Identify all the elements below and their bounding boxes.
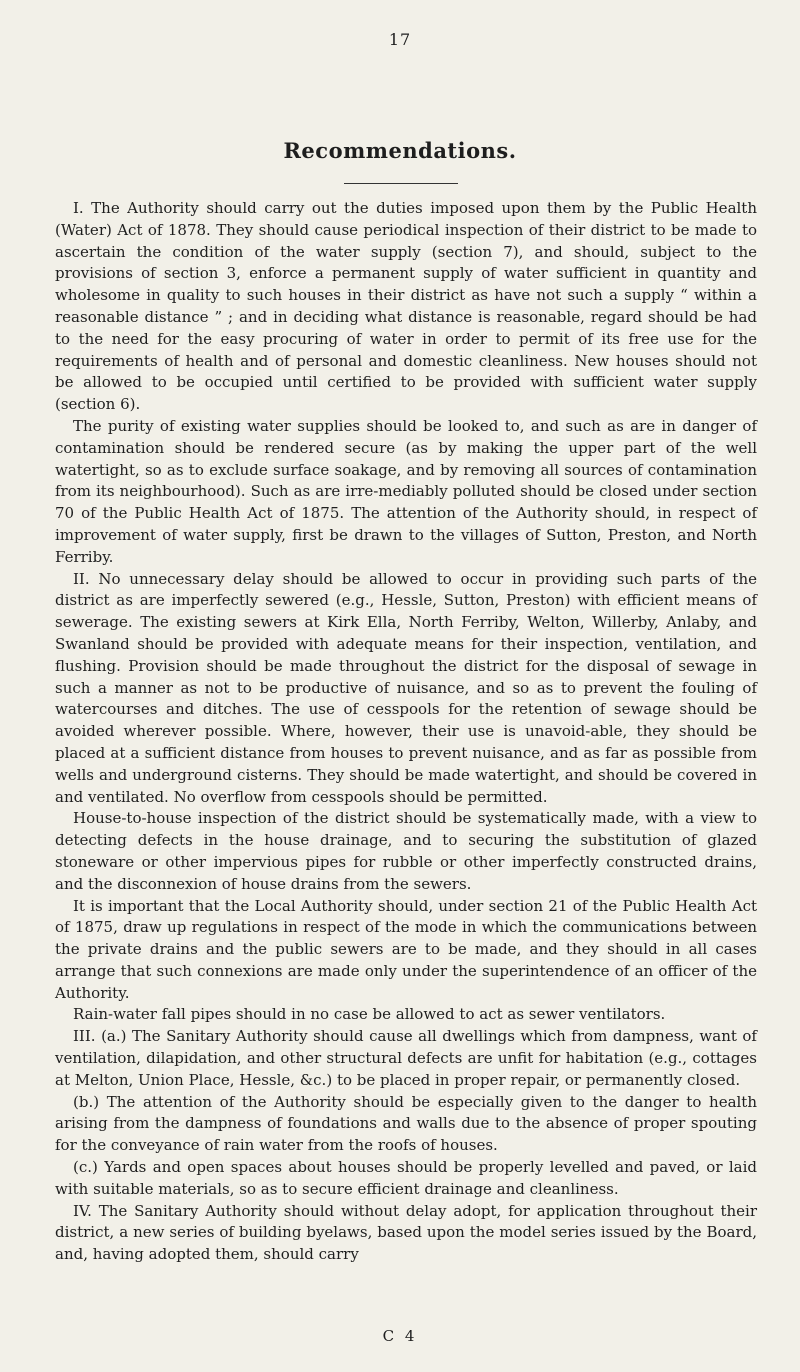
page-title: Recommendations. xyxy=(283,138,517,163)
title-divider xyxy=(344,183,458,184)
paragraph-sewerage: II. No unnecessary delay should be allowed to occur in providing such parts of the district as are imperfectly sewered (e.g., Hessle, Sutton, Preston) with efficient means of sewerage. The existing sewers at Kirk Ella, North Ferriby, Welton, Willerby, Anlaby, and Swanland should be provided with adequate means for their inspection, ventilation, and flushing. Provision should be made throughout the district for the disposal of sewage in such a manner as not to be productive of nuisance, and so as to prevent the fouling of watercourses and ditches. The use of cesspools for the retention of sewage should be avoided wherever possible. Where, however, their use is unavoid-able, they should be placed at a sufficient distance from houses to prevent nuisance, and as far as possible from wells and underground cisterns. They should be made watertight, and should be covered in and ventilated. No overflow from cesspools should be permitted. xyxy=(55,569,757,806)
paragraph-dwellings-c: (c.) Yards and open spaces about houses should be properly levelled and paved, or laid with suitable materials, so as to secure efficient drainage and cleanliness. xyxy=(55,1158,757,1198)
paragraph-dwellings-a: III. (a.) The Sanitary Authority should cause all dwellings which from dampness, want of ventilation, dilapidation, and other structural defects are unfit for habitation (e.g., cottages at Melton, Union Place, Hessle, &c.) to be placed in proper repair, or permanently closed. xyxy=(55,1027,757,1089)
paragraph-dwellings-b: (b.) The attention of the Authority should be especially given to the danger to health arising from the dampness of foundations and walls due to the absence of proper spouting for the conveyance of rain water from the roofs of houses. xyxy=(55,1092,757,1155)
paragraph-water-supply: I. The Authority should carry out the duties imposed upon them by the Public Health (Water) Act of 1878. They should cause periodical inspection of their district to be made to ascertain the condition of the water supply (section 7), and should, subject to the provisions of section 3, enforce a permanent supply of water sufficient in quantity and wholesome in quality to such houses in their district as have not such a supply “ within a reasonable distance ” ; and in deciding what distance is reasonable, regard should be had to the need for the easy procuring of water in order to permit of its free use for the requirements of health and of personal and domestic cleanliness. New houses should not be allowed to be occupied until certified to be provided with sufficient water supply (section 6). xyxy=(55,199,757,414)
paragraph-house-inspection: House-to-house inspection of the district should be systematically made, with a view to detecting defects in the house drainage, and to securing the substitution of glazed stoneware or other impervious pipes for rubble or other imperfectly constructed drains, and the disconnexion of house drains from the sewers. xyxy=(55,809,757,893)
recommendations-body xyxy=(55,198,757,1266)
signature-mark: C 4 xyxy=(382,1327,418,1345)
page-number: 17 xyxy=(388,30,412,49)
paragraph-water-purity: The purity of existing water supplies should be looked to, and such as are in danger of contamination should be rendered secure (as by making the upper part of the well watertight, so as to exclude surface soakage, and by removing all sources of contamination from its neighbourhood). Such as are irre-mediably polluted should be closed under section 70 of the Public Health Act of 1875. The attention of the Authority should, in respect of improvement of water supply, first be drawn to the villages of Sutton, Preston, and North Ferriby. xyxy=(55,416,757,566)
paragraph-rain-water-pipes: Rain-water fall pipes should in no case be allowed to act as sewer ventilators. xyxy=(73,1005,666,1024)
paragraph-drain-regulations: It is important that the Local Authority should, under section 21 of the Public Health Act of 1875, draw up regulations in respect of the mode in which the communications between the private drains and the public sewers are to be made, and they should in all cases arrange that such connexions are made only under the superintendence of an officer of the Authority. xyxy=(55,896,757,1002)
paragraph-byelaws: IV. The Sanitary Authority should without delay adopt, for application throughout their district, a new series of building byelaws, based upon the model series issued by the Board, and, having adopted them, should carry xyxy=(55,1201,757,1264)
